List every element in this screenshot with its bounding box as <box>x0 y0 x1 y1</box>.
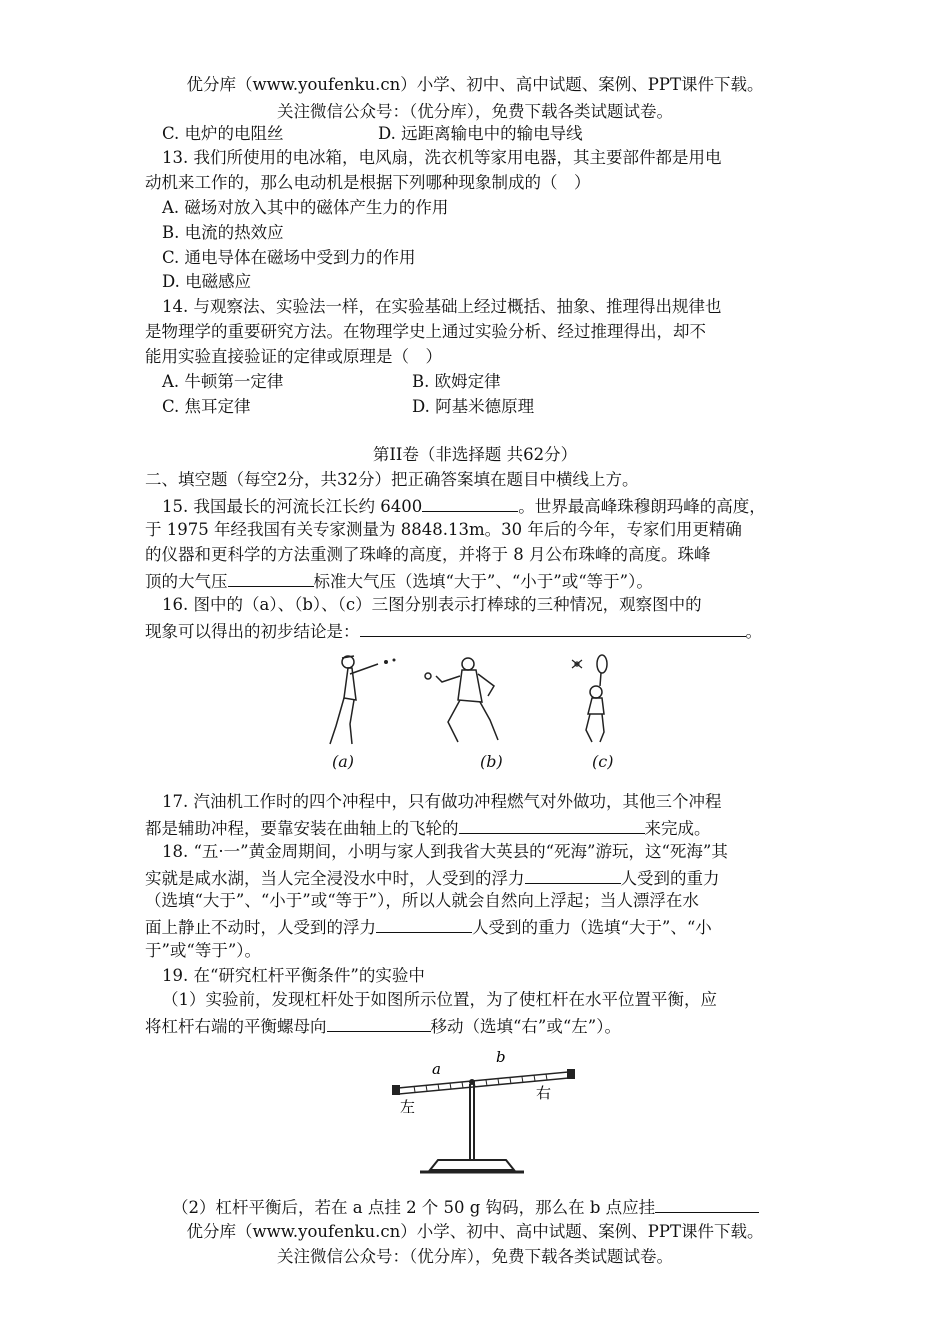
footer-line-1: 优分库（www.youfenku.cn）小学、初中、高中试题、案例、PPT课件下载。 <box>186 1222 764 1241</box>
q18-text-4a: 面上静止不动时，人受到的浮力 <box>145 918 376 937</box>
q17-line1: 17. 汽油机工作时的四个冲程中，只有做功冲程燃气对外做功，其他三个冲程 <box>162 792 722 811</box>
q19-part2-line <box>172 1194 759 1220</box>
q16-line2 <box>145 618 762 644</box>
footer-line-2: 关注微信公众号：（优分库），免费下载各类试题试卷。 <box>277 1247 673 1266</box>
q12-option-c: C. 电炉的电阻丝 <box>162 124 284 143</box>
q15-text-4a: 顶的大气压 <box>145 572 228 591</box>
q17-text-2a: 都是辅助冲程，要靠安装在曲轴上的飞轮的 <box>145 819 459 838</box>
figure-label-a: (a) <box>332 752 355 771</box>
q16-blank[interactable] <box>360 618 746 637</box>
q18-blank-2[interactable] <box>376 914 472 933</box>
q17-text-2b: 来完成。 <box>644 819 711 838</box>
header-line-1: 优分库（www.youfenku.cn）小学、初中、高中试题、案例、PPT课件下载。 <box>186 75 764 94</box>
q15-text-1a: 15. 我国最长的河流长江长约 6400 <box>162 497 423 516</box>
q19-title: 19. 在“研究杠杆平衡条件”的实验中 <box>162 966 425 985</box>
q14-option-b: B. 欧姆定律 <box>412 372 501 391</box>
lever-point-b: b <box>496 1048 506 1066</box>
q15-line3: 的仪器和更科学的方法重测了珠峰的高度，并将于 8 月公布珠峰的高度。珠峰 <box>145 545 711 564</box>
q13-stem-line1: 13. 我们所使用的电冰箱，电风扇，洗衣机等家用电器，其主要部件都是用电 <box>162 148 722 167</box>
q15-text-4b: 标准大气压（选填“大于”、“小于”或“等于”）。 <box>313 572 653 591</box>
lever-pivot <box>469 1079 475 1085</box>
q17-line2 <box>145 815 711 841</box>
q15-line1 <box>162 493 766 519</box>
q14-stem-line1: 14. 与观察法、实验法一样，在实验基础上经过概括、抽象、推理得出规律也 <box>162 297 722 316</box>
q18-line4 <box>145 914 712 940</box>
figure-a-person <box>330 656 378 744</box>
q15-blank-1[interactable] <box>422 493 518 512</box>
q19-text-1b: 移动（选填“右”或“左”）。 <box>430 1017 621 1036</box>
figure-a-ball <box>384 659 396 665</box>
q15-blank-2[interactable] <box>228 568 314 587</box>
lever-stand <box>420 1084 524 1172</box>
q19-text-1a: 将杠杆右端的平衡螺母向 <box>145 1017 327 1036</box>
q18-line1: 18. “五·一”黄金周期间，小明与家人到我省大英县的“死海”游玩，这“死海”其 <box>162 842 728 861</box>
section-heading: 二、填空题（每空2分，共32分）把正确答案填在题目中横线上方。 <box>145 470 639 489</box>
figure-b-person <box>436 658 498 742</box>
q18-blank-1[interactable] <box>525 865 621 884</box>
figure-label-c: (c) <box>592 752 614 771</box>
q19-part1-line2 <box>145 1013 621 1039</box>
q18-line2 <box>145 865 720 891</box>
figure-label-b: (b) <box>480 752 503 771</box>
q14-option-c: C. 焦耳定律 <box>162 397 251 416</box>
q18-line3: （选填“大于”、“小于”或“等于”），所以人就会自然向上浮起；当人漂浮在水 <box>145 891 699 910</box>
q18-text-2b: 人受到的重力 <box>620 869 720 888</box>
q12-option-d: D. 远距离输电中的输电导线 <box>378 124 583 143</box>
figure-c-person <box>586 655 607 742</box>
q18-line5: 于”或“等于”）。 <box>145 941 262 960</box>
q15-text-1b: 。世界最高峰珠穆朗玛峰的高度， <box>518 497 766 516</box>
q19-blank-1[interactable] <box>327 1013 431 1032</box>
lever-point-a: a <box>432 1060 441 1078</box>
part2-title: 第II卷（非选择题 共62分） <box>372 445 578 464</box>
q13-stem-line2: 动机来工作的，那么电动机是根据下列哪种现象制成的（ ） <box>145 173 591 192</box>
q14-option-d: D. 阿基米德原理 <box>412 397 535 416</box>
figure-b-ball <box>425 673 431 679</box>
q17-blank[interactable] <box>459 815 645 834</box>
q13-option-a: A. 磁场对放入其中的磁体产生力的作用 <box>162 198 449 217</box>
q15-line2: 于 1975 年经我国有关专家测量为 8848.13m。30 年后的今年，专家们用更精确 <box>145 520 742 539</box>
lever-figure <box>390 1048 590 1174</box>
figure-c-ball <box>572 660 582 668</box>
q18-text-2a: 实就是咸水湖，当人完全浸没水中时，人受到的浮力 <box>145 869 525 888</box>
header-line-2: 关注微信公众号：（优分库），免费下载各类试题试卷。 <box>277 102 673 121</box>
q19-blank-2[interactable] <box>655 1194 759 1213</box>
q16-text-2a: 现象可以得出的初步结论是： <box>145 622 360 641</box>
q14-stem-line3: 能用实验直接验证的定律或原理是（ ） <box>145 347 442 366</box>
q16-text-2b: 。 <box>745 622 762 641</box>
q13-option-b: B. 电流的热效应 <box>162 223 284 242</box>
q13-option-c: C. 通电导体在磁场中受到力的作用 <box>162 248 416 267</box>
q13-option-d: D. 电磁感应 <box>162 272 252 291</box>
q14-stem-line2: 是物理学的重要研究方法。在物理学史上通过实验分析、经过推理得出，却不 <box>145 322 706 341</box>
q19-text-2: （2）杠杆平衡后，若在 a 点挂 2 个 50 g 钩码，那么在 b 点应挂 <box>172 1198 656 1217</box>
q15-line4 <box>145 568 653 594</box>
lever-left-label: 左 <box>400 1098 416 1116</box>
q14-option-a: A. 牛顿第一定律 <box>162 372 284 391</box>
lever-right-label: 右 <box>536 1084 552 1102</box>
q19-part1-line1: （1）实验前，发现杠杆处于如图所示位置，为了使杠杆在水平位置平衡，应 <box>162 990 717 1009</box>
q16-line1: 16. 图中的（a）、（b）、（c）三图分别表示打棒球的三种情况，观察图中的 <box>162 595 702 614</box>
q18-text-4b: 人受到的重力（选填“大于”、“小 <box>472 918 712 937</box>
baseball-figure <box>320 650 630 750</box>
